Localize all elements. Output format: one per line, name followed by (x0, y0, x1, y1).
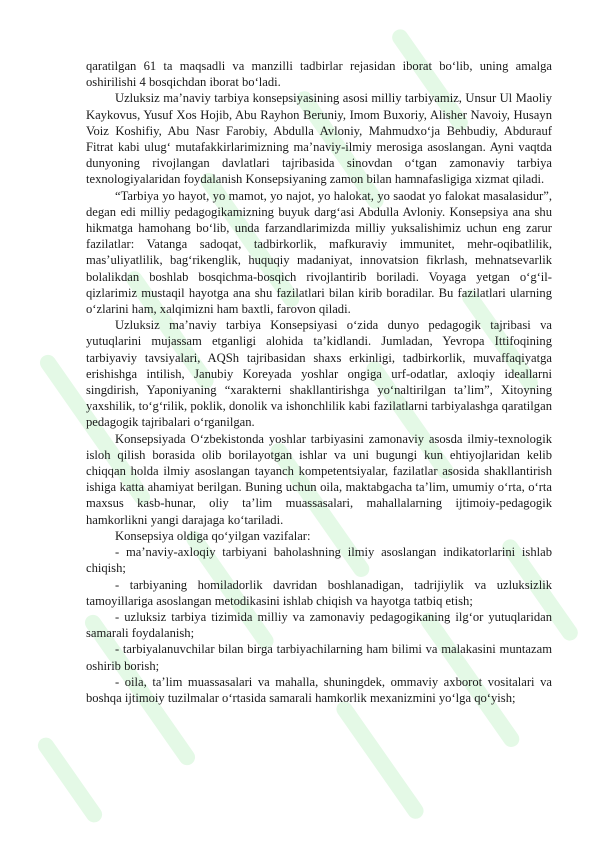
task-item-4: - tarbiyalanuvchilar bilan birga tarbiyachilarning ham bilimi va malakasini muntazam oshirib borish; (86, 642, 552, 673)
tasks-heading: Konsepsiya oldiga qo‘yilgan vazifalar: (115, 528, 311, 543)
paragraph-2: Uzluksiz ma’naviy tarbiya konsepsiyasining asosi milliy tarbiyamiz, Unsur Ul Maoliy Kaykovus, Yusuf Xos Hojib, Abu Rayhon Beruniy, Imom Buxoriy, Alisher Navoiy, Husayn Voiz Koshifiy, Abu Nasr Farobiy, Abdulla Avloniy, Mahmudxo‘ja Behbudiy, Abdurauf Fitrat kabi ulug‘ mutafakkirlarimizning ma’naviy-ilmiy merosiga asoslangan. Ayni vaqtda dunyoning rivojlangan davlatlari tajribasida sinovdan o‘tgan zamonaviy tarbiya texnologiyalaridan foydalanish Konsepsiyaning zamon bilan hamnafasligiga xizmat qiladi. (86, 91, 552, 187)
watermark-stroke (333, 698, 426, 822)
watermark-stroke (35, 734, 105, 825)
paragraph-1: qaratilgan 61 ta maqsadli va manzilli tadbirlar rejasidan iborat bo‘lib, uning amalga oshirilishi 4 bosqichdan iborat bo‘ladi. (86, 59, 552, 90)
document-body (86, 58, 552, 706)
paragraph-4: Uzluksiz ma’naviy tarbiya Konsepsiyasi o‘zida dunyo pedagogik tajribasi va yutuqlarini mujassam etganligi alohida ta’kidlandi. Jumladan, Yevropa Ittifoqining tarbiyaviy tavsiyalari, AQSh tajribasidan shaxs erkinligi, tadbirkorlik, muvaffaqiyatga erishishga intilish, Janubiy Koreyada yoshlar ongiga urf-odatlar, axloqiy ideallarni singdirish, Yaponiyaning “xarakterni shakllantirishga yo‘naltirilgan ta’lim”, Xitoyning yaxshilik, to‘g‘rilik, poklik, donolik va ishonchlilik kabi fazilatlarni tarbiyalashga qaratilgan pedagogik tajribalari o‘rganilgan. (86, 318, 552, 430)
task-item-1: - ma’naviy-axloqiy tarbiyani baholashning ilmiy asoslangan indikatorlarini ishlab chiqish; (86, 545, 552, 576)
task-item-3: - uzluksiz tarbiya tizimida milliy va zamonaviy pedagogikaning ilg‘or yutuqlaridan samarali foydalanish; (86, 609, 552, 641)
task-item-5: - oila, ta’lim muassasalari va mahalla, shuningdek, ommaviy axborot vositalari va boshqa ijtimoiy tuzilmalar o‘rtasida samarali hamkorlik mexanizmini yo‘lga qo‘yish; (86, 674, 552, 705)
paragraph-5: Konsepsiyada O‘zbekistonda yoshlar tarbiyasini zamonaviy asosda ilmiy-texnologik isloh qilish borasida olib borilayotgan ishlar va uni bugungi kun ehtiyojlaridan kelib chiqqan holda ilmiy asoslangan tayanch kompetentsiyalar, fazilatlar asosida shakllantirish ishiga katta ahamiyat berilgan. Buning uchun oila, maktabgacha ta’lim, umumiy o‘rta, o‘rta maxsus kasb-hunar, oliy ta’lim muassasalari, mahallalarning ijtimoiy-pedagogik hamkorlikni yangi darajaga ko‘tariladi. (86, 431, 552, 527)
paragraph-3: “Tarbiya yo hayot, yo mamot, yo najot, yo halokat, yo saodat yo falokat masalasidur”, degan edi milliy pedagogikamizning buyuk darg‘asi Abdulla Avloniy. Konsepsiya ana shu hikmatga hamohang bo‘lib, unda farzandlarimizda milliy yuksalishimiz uchun eng zarur fazilatlar: Vatanga sadoqat, tadbirkorlik, mafkuraviy immunitet, mehr-oqibatlilik, mas’uliyatlilik, bag‘rikenglik, huquqiy madaniyat, innovatsion fikrlash, mehnatsevarlik bolalikdan boshlab bosqichma-bosqich rivojlantirib boriladi. Voyaga yetgan o‘g‘il-qizlarimiz mustaqil hayotga ana shu fazilatlari bilan kirib boradilar. Bu fazilatlari ularning o‘zlarini ham, xalqimizni ham baxtli, farovon qiladi. (86, 188, 552, 317)
task-item-2: - tarbiyaning homiladorlik davridan boshlanadigan, tadrijiylik va uzluksizlik tamoyillariga asoslangan metodikasini ishlab chiqish va hayotga tatbiq etish; (86, 577, 552, 608)
